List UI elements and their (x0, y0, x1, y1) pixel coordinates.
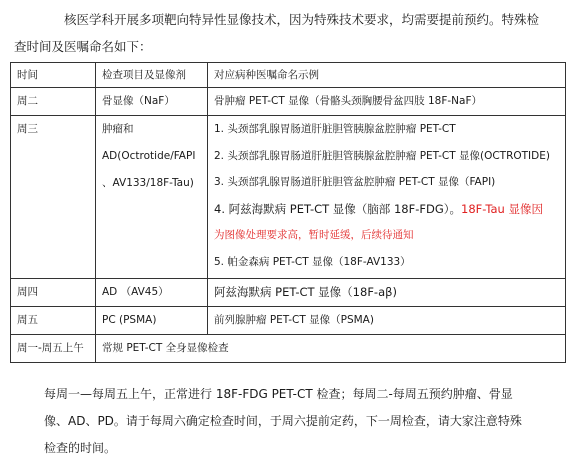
table-row (11, 116, 566, 279)
schedule-table (10, 62, 566, 363)
cell-day: 周三 (11, 116, 96, 279)
header-time: 时间 (11, 63, 96, 88)
agent-line: 、AV133/18F-Tau) (102, 177, 194, 189)
red-note-continued: 为图像处理要求高，暂时延缓，后续待通知 (214, 229, 414, 241)
intro-paragraph (14, 6, 562, 60)
header-exam-agent: 检查项目及显像剂 (96, 63, 208, 88)
outro-line-3: 检查的时间。 (44, 441, 117, 455)
header-order-example: 对应病种医嘱命名示例 (208, 63, 566, 88)
agent-line: 肿瘤和 (102, 123, 134, 135)
cell-order: 骨肿瘤 PET-CT 显像（骨骼头颈胸腰骨盆四肢 18F-NaF） (208, 88, 566, 116)
agent-line: AD(Octrotide/FAPI (102, 150, 196, 162)
outro-line-2: 像、AD、PD。请于每周六确定检查时间，于周六提前定药，下一周检查，请大家注意特殊 (44, 414, 522, 428)
table-header-row (11, 63, 566, 88)
cell-agent: 骨显像（NaF） (96, 88, 208, 116)
order-item: 3. 头颈部乳腺胃肠道肝脏胆管盆腔肿瘤 PET-CT 显像（FAPI) (214, 176, 496, 188)
cell-order-list (208, 116, 566, 279)
cell-order: 阿兹海默病 PET-CT 显像（18F-aβ) (208, 279, 566, 307)
cell-day: 周四 (11, 279, 96, 307)
order-item: 2. 头颈部乳腺胃肠道肝脏胆管胰腺盆腔肿瘤 PET-CT 显像(OCTROTIDE) (214, 149, 550, 162)
cell-day: 周二 (11, 88, 96, 116)
table-row (11, 88, 566, 116)
intro-line-1: 核医学科开展多项靶向特异性显像技术，因为特殊技术要求，均需要提前预约。特殊检 (64, 12, 540, 27)
cell-agent (96, 116, 208, 279)
intro-line-2: 查时间及医嘱命名如下： (14, 39, 152, 54)
table-row (11, 307, 566, 335)
cell-order: 前列腺肿瘤 PET-CT 显像（PSMA) (208, 307, 566, 335)
cell-agent: AD （AV45） (96, 279, 208, 307)
cell-day: 周一-周五上午 (11, 335, 96, 363)
outro-paragraph (14, 381, 562, 462)
table-row (11, 279, 566, 307)
outro-line-1: 每周一—每周五上午，正常进行 18F-FDG PET-CT 检查；每周二-每周五预约肿瘤、骨显 (44, 387, 513, 401)
cell-merged: 常规 PET-CT 全身显像检查 (96, 335, 566, 363)
red-note: 18F-Tau 显像因 (461, 201, 543, 216)
order-item: 5. 帕金森病 PET-CT 显像（18F-AV133） (214, 255, 411, 268)
order-item (214, 196, 559, 223)
table-row (11, 335, 566, 363)
cell-agent: PC (PSMA) (96, 307, 208, 335)
order-text: 4. 阿兹海默病 PET-CT 显像（脑部 18F-FDG）。 (214, 201, 461, 216)
cell-day: 周五 (11, 307, 96, 335)
order-item: 1. 头颈部乳腺胃肠道肝脏胆管胰腺盆腔肿瘤 PET-CT (214, 123, 456, 135)
